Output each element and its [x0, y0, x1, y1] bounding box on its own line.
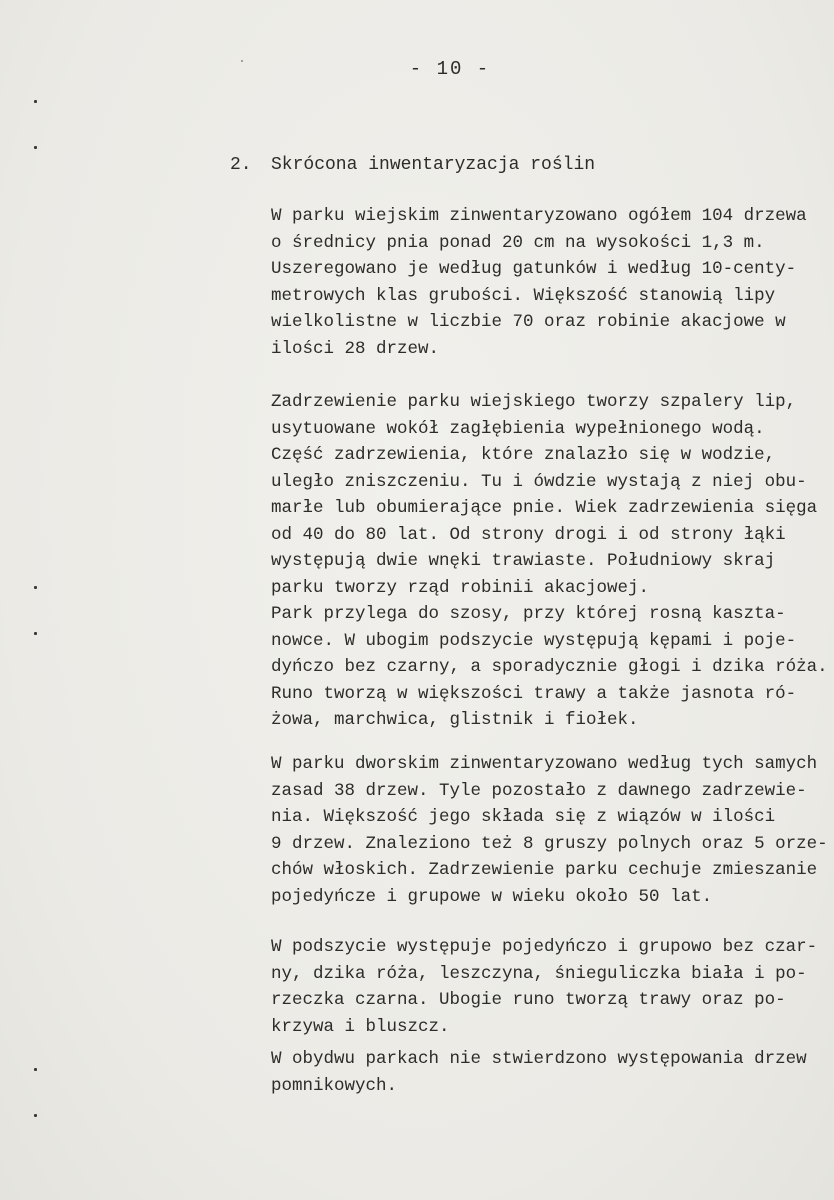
- text-line: występują dwie wnęki trawiaste. Południowy skraj: [271, 551, 776, 571]
- text-line: Część zadrzewienia, które znalazło się w wodzie,: [271, 445, 776, 465]
- text-line: W podszycie występuje pojedyńczo i grupowo bez czar-: [271, 937, 818, 957]
- text-line: chów włoskich. Zadrzewienie parku cechuje zmieszanie: [271, 860, 818, 880]
- punch-mark: [34, 146, 37, 149]
- text-line: od 40 do 80 lat. Od strony drogi i od strony łąki: [271, 524, 786, 545]
- text-line: dyńczo bez czarny, a sporadycznie głogi i dzika róża.: [271, 657, 828, 677]
- text-line: ilości 28 drzew.: [271, 338, 440, 359]
- text-line: W parku dworskim zinwentaryzowano według tych samych: [271, 754, 818, 774]
- paragraph-4: [271, 934, 817, 1040]
- section-title: Skrócona inwentaryzacja roślin: [271, 155, 596, 175]
- text-line: 9 drzew. Znaleziono też 8 gruszy polnych oraz 5 orze-: [271, 833, 828, 854]
- text-line: żowa, marchwica, glistnik i fiołek.: [271, 710, 639, 730]
- text-line: wielkolistne w liczbie 70 oraz robinie akacjowe w: [271, 312, 786, 332]
- text-line: parku tworzy rząd robinii akacjowej.: [271, 577, 650, 598]
- punch-mark: [34, 100, 37, 103]
- text-line: o średnicy pnia ponad 20 cm na wysokości 1,3 m.: [271, 232, 765, 253]
- text-line: Zadrzewienie parku wiejskiego tworzy szpalery lip,: [271, 392, 797, 412]
- section-number: 2.: [230, 155, 252, 175]
- text-line: pojedyńcze i grupowe w wieku około 50 lat.: [271, 886, 713, 907]
- paragraph-5: [271, 1046, 807, 1099]
- text-line: rzeczka czarna. Ubogie runo tworzą trawy oraz po-: [271, 990, 786, 1010]
- paragraph-1: [271, 203, 807, 362]
- punch-mark: [34, 632, 37, 635]
- text-line: metrowych klas grubości. Większość stanowią lipy: [271, 285, 776, 306]
- paragraph-2: [271, 389, 828, 734]
- punch-mark: [34, 1114, 37, 1117]
- text-line: pomnikowych.: [271, 1075, 398, 1096]
- text-line: zasad 38 drzew. Tyle pozostało z dawnego zadrzewie-: [271, 780, 807, 801]
- speck-mark: [241, 60, 243, 62]
- punch-mark: [34, 586, 37, 589]
- text-line: nia. Większość jego składa się z wiązów w ilości: [271, 807, 776, 827]
- text-line: usytuowane wokół zagłębienia wypełnionego wodą.: [271, 418, 765, 439]
- text-line: krzywa i bluszcz.: [271, 1016, 450, 1037]
- text-line: Runo tworzą w większości trawy a także jasnota ró-: [271, 683, 797, 704]
- paragraph-3: [271, 751, 828, 910]
- page-number: - 10 -: [409, 58, 491, 80]
- text-line: ny, dzika róża, leszczyna, śnieguliczka biała i po-: [271, 963, 807, 984]
- section-heading: [230, 155, 595, 175]
- text-line: Park przylega do szosy, przy której rosną kaszta-: [271, 604, 786, 624]
- text-line: uległo zniszczeniu. Tu i ówdzie wystają z niej obu-: [271, 471, 807, 492]
- punch-mark: [34, 1068, 37, 1071]
- text-line: Uszeregowano je według gatunków i według 10-centy-: [271, 259, 797, 279]
- text-line: W obydwu parkach nie stwierdzono występowania drzew: [271, 1049, 807, 1069]
- text-line: marłe lub obumierające pnie. Wiek zadrzewienia sięga: [271, 498, 818, 518]
- text-line: nowce. W ubogim podszycie występują kępami i poje-: [271, 630, 797, 651]
- text-line: W parku wiejskim zinwentaryzowano ogółem 104 drzewa: [271, 206, 807, 226]
